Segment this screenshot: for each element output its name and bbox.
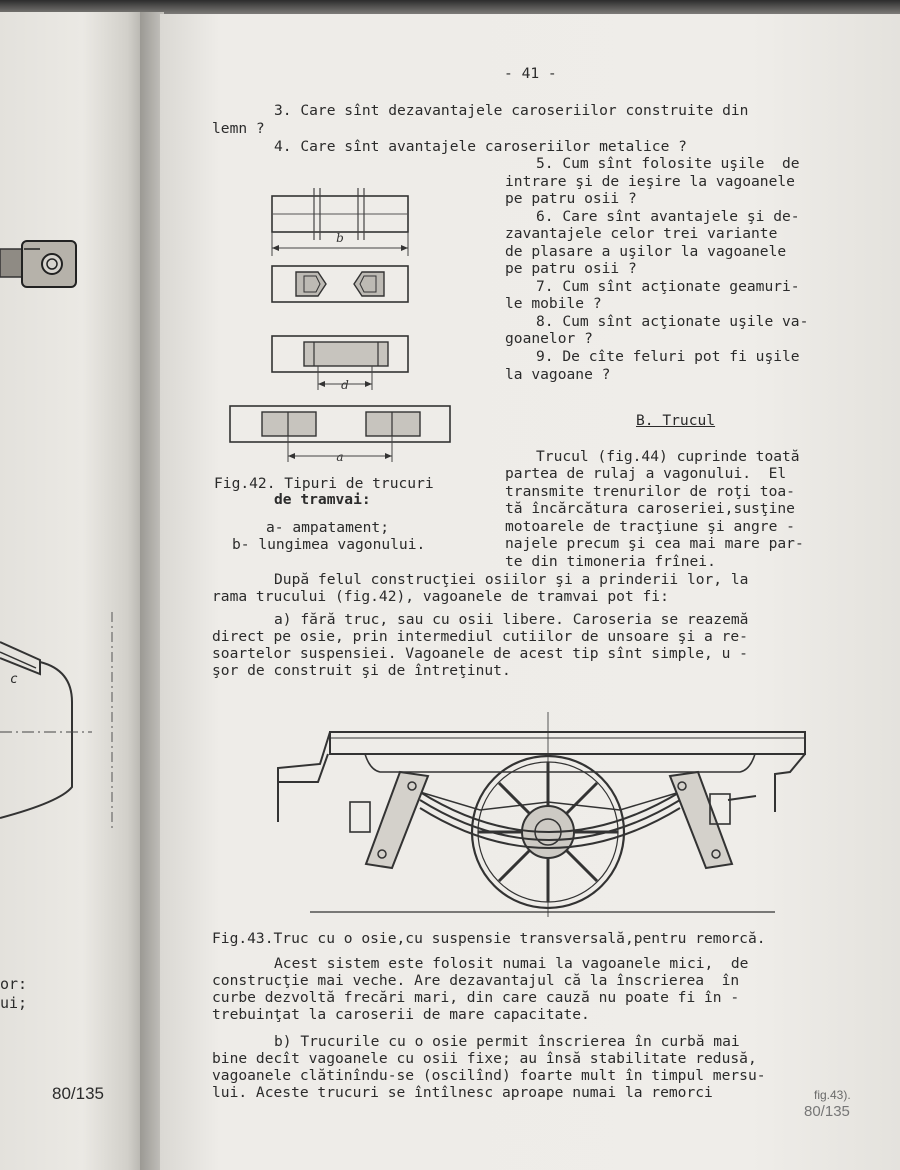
question-7-line-1: 7. Cum sînt acţionate geamuri- — [536, 278, 800, 295]
system-paragraph-line-3: curbe dezvoltă frecări mari, din care cauză nu poate fi în - — [212, 989, 740, 1006]
truc-paragraph-line-7: te din timoneria frînei. — [505, 553, 716, 570]
item-b-line-3: vagoanele clătinîndu-se (oscilînd) foarte mult în timpul mersu- — [212, 1067, 766, 1084]
item-a-line-2: direct pe osie, prin intermediul cutiilor de unsoare şi a re- — [212, 628, 748, 645]
item-a-line-3: soartelor suspensiei. Vagoanele de acest tip sînt simple, u - — [212, 645, 748, 662]
question-6-line-2: zavantajele celor trei variante — [505, 225, 778, 242]
truc-paragraph-line-3: transmite trenurilor de roţi toa- — [505, 483, 795, 500]
left-page-marker: 80/135 — [52, 1084, 104, 1103]
right-footer-figure-ref: fig.43). — [814, 1088, 851, 1102]
question-3-line-1: 3. Care sînt dezavantajele caroseriilor construite din — [274, 102, 749, 119]
intro-paragraph-line-2: rama trucului (fig.42), vagoanele de tramvai pot fi: — [212, 588, 669, 605]
left-facing-page — [0, 12, 150, 1170]
fig42-caption-text: Fig.42. Tipuri de trucuri — [214, 475, 434, 492]
item-b-line-2: bine decît vagoanele cu osii fixe; au însă stabilitate redusă, — [212, 1050, 757, 1067]
system-paragraph-line-4: trebuinţat la caroserii de mare capacitate. — [212, 1006, 590, 1023]
left-page-frame-drawing — [0, 612, 150, 842]
question-7-line-2: le mobile ? — [505, 295, 602, 312]
truc-paragraph-line-1: Trucul (fig.44) cuprinde toată — [536, 448, 800, 465]
item-b-line-1: b) Trucurile cu o osie permit înscrierea în curbă mai — [274, 1033, 740, 1050]
fig42-label-d: d — [341, 378, 349, 392]
truc-paragraph-line-5: motoarele de tracţiune şi angre - — [505, 518, 795, 535]
right-footer-page-marker: 80/135 — [804, 1103, 850, 1120]
question-5-line-1: 5. Cum sînt folosite uşile de — [536, 155, 800, 172]
item-b-line-4: lui. Aceste trucuri se întîlnesc aproape numai la remorci — [212, 1084, 713, 1101]
left-page-bracket-drawing — [0, 227, 150, 307]
fig42-truck-types-drawing — [222, 184, 462, 468]
question-5-line-2: intrare şi de ieşire la vagoanele — [505, 173, 795, 190]
intro-paragraph-line-1: După felul construcţiei osiilor şi a prinderii lor, la — [274, 571, 749, 588]
question-5-line-3: pe patru osii ? — [505, 190, 637, 207]
truc-paragraph-line-4: tă încărcătura caroseriei,susţine — [505, 500, 795, 517]
question-6-line-4: pe patru osii ? — [505, 260, 637, 277]
fig42-caption-line-3: a- ampatament; — [266, 519, 390, 536]
truc-paragraph-line-2: partea de rulaj a vagonului. El — [505, 465, 787, 482]
fig42-label-a: a — [336, 450, 344, 464]
fig42-caption-line-2: de tramvai: — [274, 491, 371, 508]
question-9-line-1: 9. De cîte feluri pot fi uşile — [536, 348, 800, 365]
item-a-line-1: a) fără truc, sau cu osii libere. Caroseria se reazemă — [274, 611, 749, 628]
question-6-line-3: de plasare a uşilor la vagoanele — [505, 243, 787, 260]
page-number: - 41 - — [504, 65, 557, 82]
fig43-caption: Fig.43.Truc cu o osie,cu suspensie transversală,pentru remorcă. — [212, 930, 766, 947]
left-page-label-c: c — [10, 672, 18, 687]
item-a-line-4: şor de construit şi de întreţinut. — [212, 662, 511, 679]
question-6-line-1: 6. Care sînt avantajele şi de- — [536, 208, 800, 225]
truc-paragraph-line-6: najele precum şi cea mai mare par- — [505, 535, 804, 552]
fig42-caption-line-4: b- lungimea vagonului. — [232, 536, 426, 553]
left-page-text-line-1: or: — [0, 975, 28, 993]
question-9-line-2: la vagoane ? — [505, 366, 611, 383]
question-8-line-2: goanelor ? — [505, 330, 593, 347]
system-paragraph-line-2: construcţie mai veche. Are dezavantajul că la înscrierea în — [212, 972, 740, 989]
left-page-text-line-2: ui; — [0, 994, 28, 1012]
system-paragraph-line-1: Acest sistem este folosit numai la vagoanele mici, de — [274, 955, 749, 972]
question-4: 4. Care sînt avantajele caroseriilor metalice ? — [274, 138, 687, 155]
fig43-single-axle-truck-drawing — [270, 712, 810, 922]
section-heading: B. Trucul — [636, 412, 716, 429]
question-8-line-1: 8. Cum sînt acţionate uşile va- — [536, 313, 809, 330]
fig42-label-b: b — [336, 231, 344, 245]
question-3-line-2: lemn ? — [212, 120, 265, 137]
